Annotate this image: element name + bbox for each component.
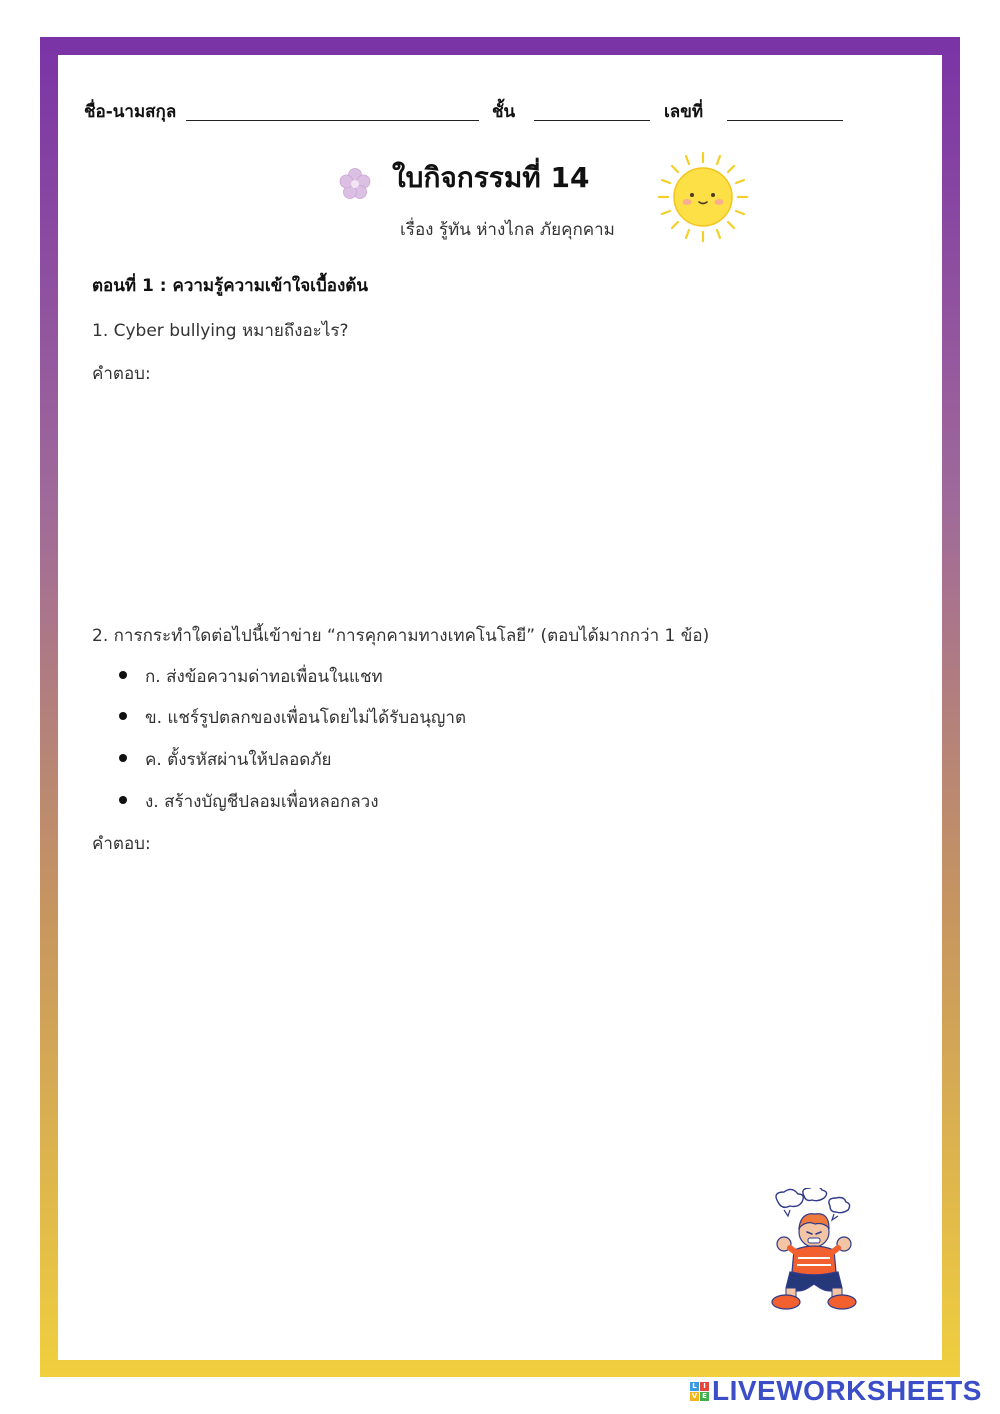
logo-letter: E (700, 1392, 709, 1401)
answer-area-1[interactable] (92, 392, 892, 592)
option-d[interactable]: ง. สร้างบัญชีปลอมเพื่อหลอกลวง (145, 792, 379, 812)
bullet (119, 754, 127, 762)
flower-icon (337, 166, 373, 202)
question-2: 2. การกระทำใดต่อไปนี้เข้าข่าย “การคุกคามทางเทคโนโลยี” (ตอบได้มากกว่า 1 ข้อ) (92, 626, 710, 646)
liveworksheets-logo[interactable] (690, 1375, 982, 1407)
answer-label-1: คำตอบ: (92, 364, 151, 384)
page-subtitle: เรื่อง รู้ทัน ห่างไกล ภัยคุกคาม (400, 220, 615, 240)
question-1: 1. Cyber bullying หมายถึงอะไร? (92, 321, 349, 341)
logo-letter: I (700, 1382, 709, 1391)
number-line[interactable] (727, 120, 843, 121)
page-title: ใบกิจกรรมที่ 14 (392, 161, 590, 194)
name-label: ชื่อ-นามสกุล (84, 102, 177, 122)
logo-letter: V (691, 1391, 698, 1400)
answer-area-2[interactable] (92, 862, 892, 1162)
logo-letter: L (690, 1382, 699, 1391)
class-label: ชั้น (492, 102, 516, 122)
option-b[interactable]: ข. แชร์รูปตลกของเพื่อนโดยไม่ได้รับอนุญาต (145, 708, 467, 728)
option-a[interactable]: ก. ส่งข้อความด่าทอเพื่อนในแชท (145, 667, 383, 687)
section-heading: ตอนที่ 1 : ความรู้ความเข้าใจเบื้องต้น (92, 276, 368, 296)
class-line[interactable] (534, 120, 650, 121)
option-c[interactable]: ค. ตั้งรหัสผ่านให้ปลอดภัย (145, 750, 332, 770)
logo-text: LIVEWORKSHEETS (712, 1375, 982, 1406)
sun-icon (656, 150, 750, 244)
angry-kid-illustration (764, 1188, 864, 1314)
answer-label-2: คำตอบ: (92, 834, 151, 854)
bullet (119, 796, 127, 804)
bullet (119, 671, 127, 679)
name-line[interactable] (186, 120, 479, 121)
number-label: เลขที่ (664, 102, 704, 122)
bullet (119, 712, 127, 720)
logo-squares-icon (690, 1382, 709, 1401)
